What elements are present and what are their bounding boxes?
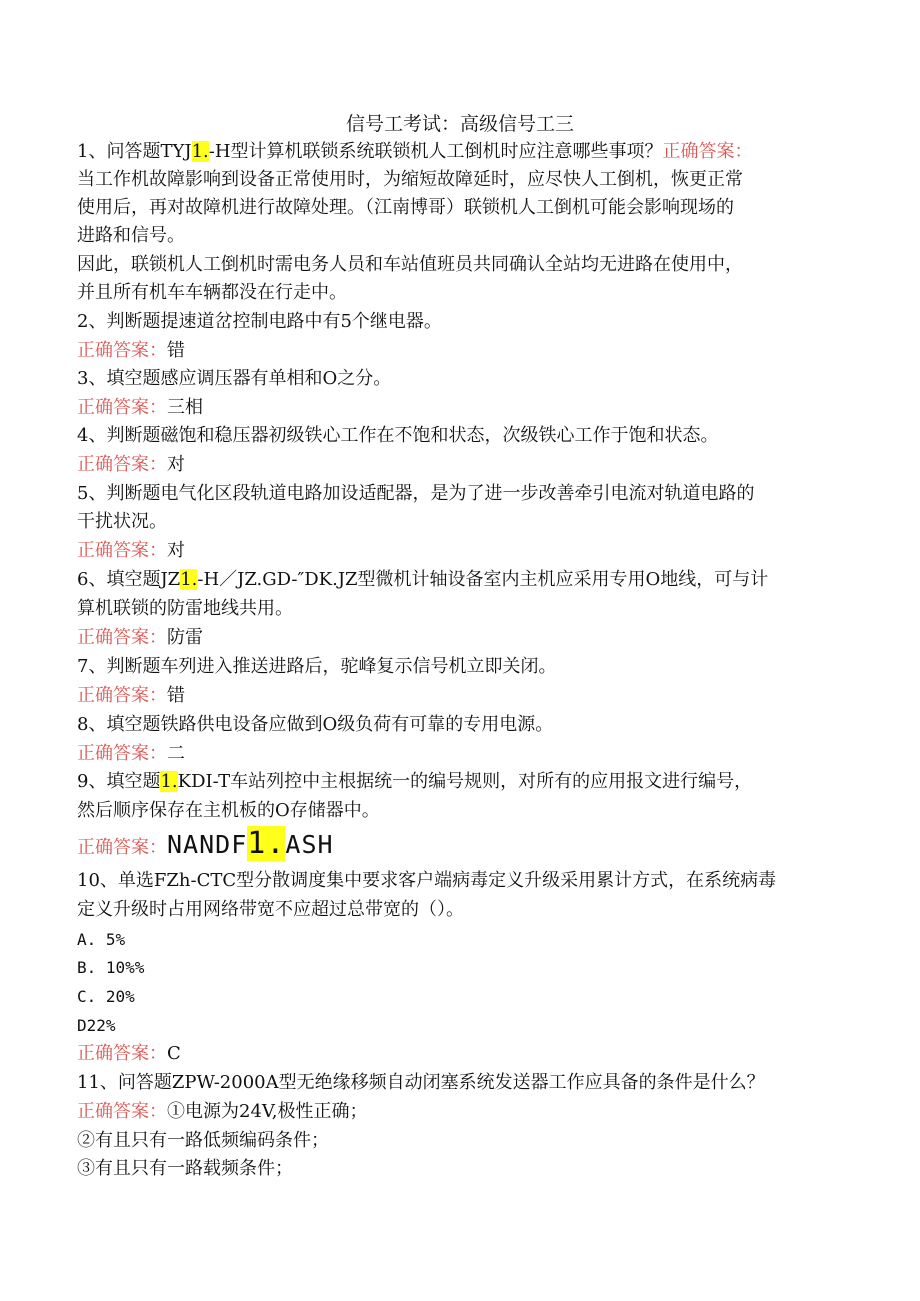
answer-11-line-2: ②有且只有一路低频编码条件； <box>77 1130 329 1151</box>
question-9-highlight: 1. <box>160 771 178 792</box>
document-title: 信号工考试：高级信号工三 <box>345 113 574 135</box>
question-6-text: -H／JZ.GD-″DK.JZ型微机计轴设备室内主机应采用专用O地线，可与计 <box>197 569 769 590</box>
answer-1-line-2: 使用后，再对故障机进行故障处理。（江南博哥）联锁机人工倒机可能会影响现场的 <box>77 197 734 218</box>
question-8: 8、填空题铁路供电设备应做到O级负荷有可靠的专用电源。 <box>77 714 554 735</box>
question-6-line-2: 算机联锁的防雷地线共用。 <box>77 598 293 619</box>
answer-8 <box>77 741 185 767</box>
question-5-line-1: 5、判断题电气化区段轨道电路加设适配器，是为了进一步改善牵引电流对轨道电路的 <box>77 483 755 504</box>
question-9-text: KDI-T车站列控中主根据统一的编号规则，对所有的应用报文进行编号， <box>177 771 753 792</box>
answer-10-value: C <box>167 1043 181 1064</box>
answer-11-line-3: ③有且只有一路载频条件； <box>77 1158 293 1179</box>
option-b: B. 10%% <box>77 958 145 977</box>
answer-6-value: 防雷 <box>167 627 203 648</box>
answer-11-value: ①电源为24V,极性正确； <box>167 1101 368 1122</box>
answer-label: 正确答案： <box>77 685 167 706</box>
answer-label: 正确答案： <box>77 1043 167 1064</box>
question-1-highlight: 1. <box>191 141 209 162</box>
question-1-text: -H型计算机联锁系统联锁机人工倒机时应注意哪些事项？ <box>208 141 663 162</box>
question-9-prefix: 9、填空题 <box>77 771 161 792</box>
question-6 <box>77 567 768 593</box>
question-11: 11、问答题ZPW-2000A型无绝缘移频自动闭塞系统发送器工作应具备的条件是什么？ <box>77 1072 765 1093</box>
question-1 <box>77 139 753 165</box>
answer-4-value: 对 <box>167 454 185 475</box>
answer-label: 正确答案： <box>77 1101 167 1122</box>
answer-7 <box>77 683 185 709</box>
question-9-line-2: 然后顺序保存在主机板的O存储器中。 <box>77 800 380 821</box>
question-5-line-2: 干扰状况。 <box>77 511 167 532</box>
answer-label: 正确答案： <box>77 454 167 475</box>
option-a: A. 5% <box>77 930 126 949</box>
answer-5 <box>77 538 185 564</box>
answer-label: 正确答案： <box>662 141 753 162</box>
question-1-prefix: 1、问答题TYJ <box>77 141 192 162</box>
answer-9-part-a: NANDF <box>167 830 248 859</box>
option-d: D22% <box>77 1016 116 1035</box>
answer-9-highlight: 1. <box>247 826 286 861</box>
answer-11-line-1 <box>77 1099 367 1125</box>
question-6-prefix: 6、填空题JZ <box>77 569 181 590</box>
question-10-line-1: 10、单选FZh-CTC型分散调度集中要求客户端病毒定义升级采用累计方式，在系统病毒 <box>77 870 777 891</box>
answer-3-value: 三相 <box>167 397 203 418</box>
answer-2-value: 错 <box>167 340 185 361</box>
question-3: 3、填空题感应调压器有单相和O之分。 <box>77 368 392 389</box>
question-6-highlight: 1. <box>180 569 198 590</box>
answer-10 <box>77 1041 181 1067</box>
answer-5-value: 对 <box>167 540 185 561</box>
question-9 <box>77 769 752 795</box>
answer-3 <box>77 395 203 421</box>
option-c: C. 20% <box>77 987 135 1006</box>
answer-label: 正确答案： <box>77 540 167 561</box>
answer-4 <box>77 452 185 478</box>
answer-1-line-5: 并且所有机车车辆都没在行走中。 <box>77 282 347 303</box>
answer-7-value: 错 <box>167 685 185 706</box>
answer-2 <box>77 338 185 364</box>
question-10-line-2: 定义升级时占用网络带宽不应超过总带宽的（）。 <box>77 899 464 920</box>
question-4: 4、判断题磁饱和稳压器初级铁心工作在不饱和状态，次级铁心工作于饱和状态。 <box>77 425 719 446</box>
answer-label: 正确答案： <box>77 743 167 764</box>
answer-label: 正确答案： <box>77 397 167 418</box>
answer-1-line-4: 因此，联锁机人工倒机时需电务人员和车站值班员共同确认全站均无进路在使用中， <box>77 254 743 275</box>
answer-9-part-b: ASH <box>285 830 334 859</box>
answer-9-value <box>167 826 334 861</box>
answer-6 <box>77 625 203 651</box>
answer-label: 正确答案： <box>77 627 167 648</box>
answer-9 <box>77 826 334 866</box>
answer-1-line-1: 当工作机故障影响到设备正常使用时，为缩短故障延时，应尽快人工倒机，恢更正常 <box>77 169 743 190</box>
question-7: 7、判断题车列进入推送进路后，驼峰复示信号机立即关闭。 <box>77 656 557 677</box>
answer-label: 正确答案： <box>77 837 167 858</box>
answer-8-value: 二 <box>167 743 185 764</box>
answer-label: 正确答案： <box>77 340 167 361</box>
answer-1-line-3: 进路和信号。 <box>77 225 185 246</box>
question-2: 2、判断题提速道岔控制电路中有5个继电器。 <box>77 311 442 332</box>
